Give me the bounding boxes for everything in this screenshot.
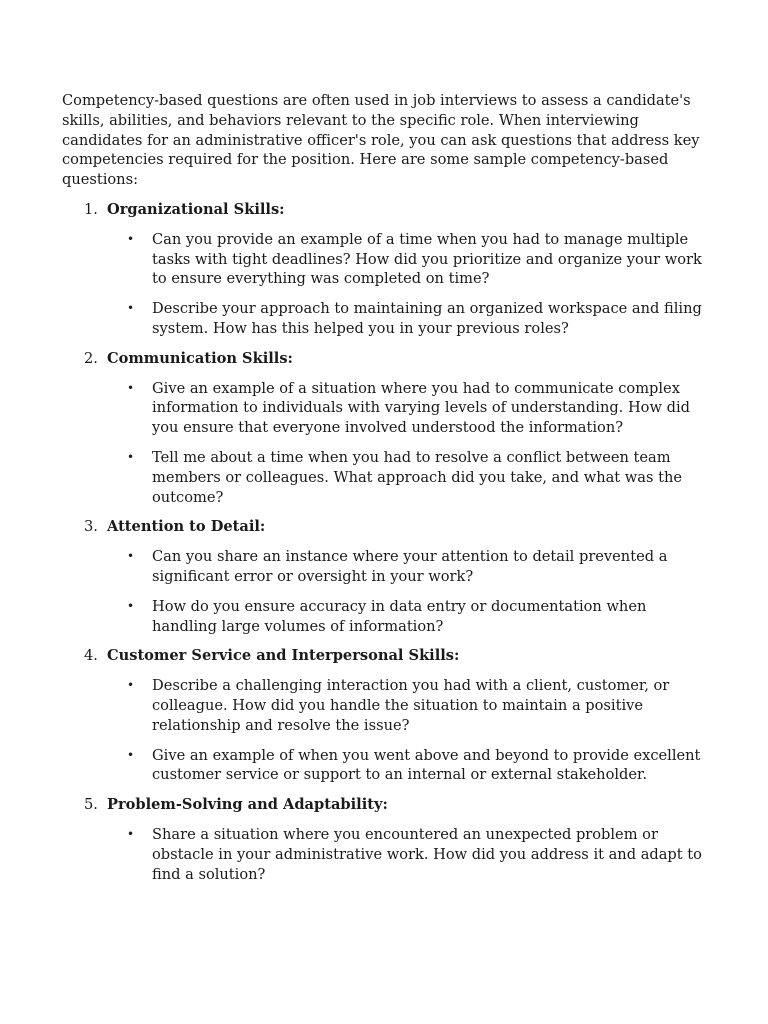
question-item (107, 597, 712, 637)
question-list (107, 676, 712, 785)
section-number: 5. (84, 796, 98, 814)
question-item (107, 746, 712, 786)
bullet-icon: • (127, 598, 135, 613)
question-text: Describe your approach to maintaining an organized workspace and filing system. How has this helped you in your previous roles? (152, 300, 702, 337)
question-text: Share a situation where you encountered an unexpected problem or obstacle in your administrative work. How did you address it and adapt to find a solution? (152, 825, 702, 883)
section-title: Customer Service and Interpersonal Skills: (107, 647, 460, 665)
document-page (62, 91, 712, 894)
bullet-icon: • (127, 449, 135, 464)
bullet-icon: • (127, 380, 135, 395)
question-item (107, 676, 712, 735)
question-text: Can you share an instance where your attention to detail prevented a significant error or oversight in your work? (152, 548, 668, 585)
section-number: 2. (84, 349, 98, 367)
question-list (107, 825, 712, 884)
bullet-icon: • (127, 231, 135, 246)
section-number: 4. (84, 647, 98, 665)
intro-paragraph: Competency-based questions are often used in job interviews to assess a candidate's skills, abilities, and behaviors relevant to the specific role. When interviewing candidates for an administrative officer's role, you can ask questions that address key competencies required for the position. Here are some sample competency-based questions: (62, 92, 700, 189)
question-text: Can you provide an example of a time when you had to manage multiple tasks with tight deadlines? How did you prioritize and organize your work to ensure everything was completed on time? (152, 230, 702, 288)
section-title: Organizational Skills: (107, 200, 285, 218)
question-item (107, 379, 712, 438)
section-number: 1. (84, 200, 98, 218)
section-title: Attention to Detail: (107, 518, 266, 536)
competency-section (62, 646, 712, 785)
question-text: Give an example of when you went above and beyond to provide excellent customer service or support to an internal or external stakeholder. (152, 746, 701, 784)
question-list (107, 547, 712, 636)
question-text: Give an example of a situation where you had to communicate complex information to individuals with varying levels of understanding. How did you ensure that everyone involved understood the information? (152, 379, 690, 437)
competency-section (62, 795, 712, 884)
bullet-icon: • (127, 826, 135, 841)
bullet-icon: • (127, 301, 135, 316)
question-item (107, 448, 712, 507)
competency-section (62, 517, 712, 636)
section-number: 3. (84, 518, 98, 536)
bullet-icon: • (127, 678, 135, 693)
competency-list (62, 200, 712, 884)
competency-section (62, 349, 712, 508)
question-item (107, 825, 712, 884)
section-title: Problem-Solving and Adaptability: (107, 796, 388, 814)
question-item (107, 299, 712, 339)
section-title: Communication Skills: (107, 349, 293, 367)
question-text: How do you ensure accuracy in data entry or documentation when handling large volumes of information? (152, 597, 647, 635)
bullet-icon: • (127, 549, 135, 564)
question-text: Tell me about a time when you had to resolve a conflict between team members or colleagues. What approach did you take, and what was the outcome? (152, 448, 683, 506)
question-list (107, 379, 712, 508)
competency-section (62, 200, 712, 339)
question-list (107, 230, 712, 339)
question-text: Describe a challenging interaction you had with a client, customer, or colleague. How did you handle the situation to maintain a positive relationship and resolve the issue? (152, 677, 670, 734)
question-item (107, 547, 712, 587)
question-item (107, 230, 712, 289)
bullet-icon: • (127, 747, 135, 762)
